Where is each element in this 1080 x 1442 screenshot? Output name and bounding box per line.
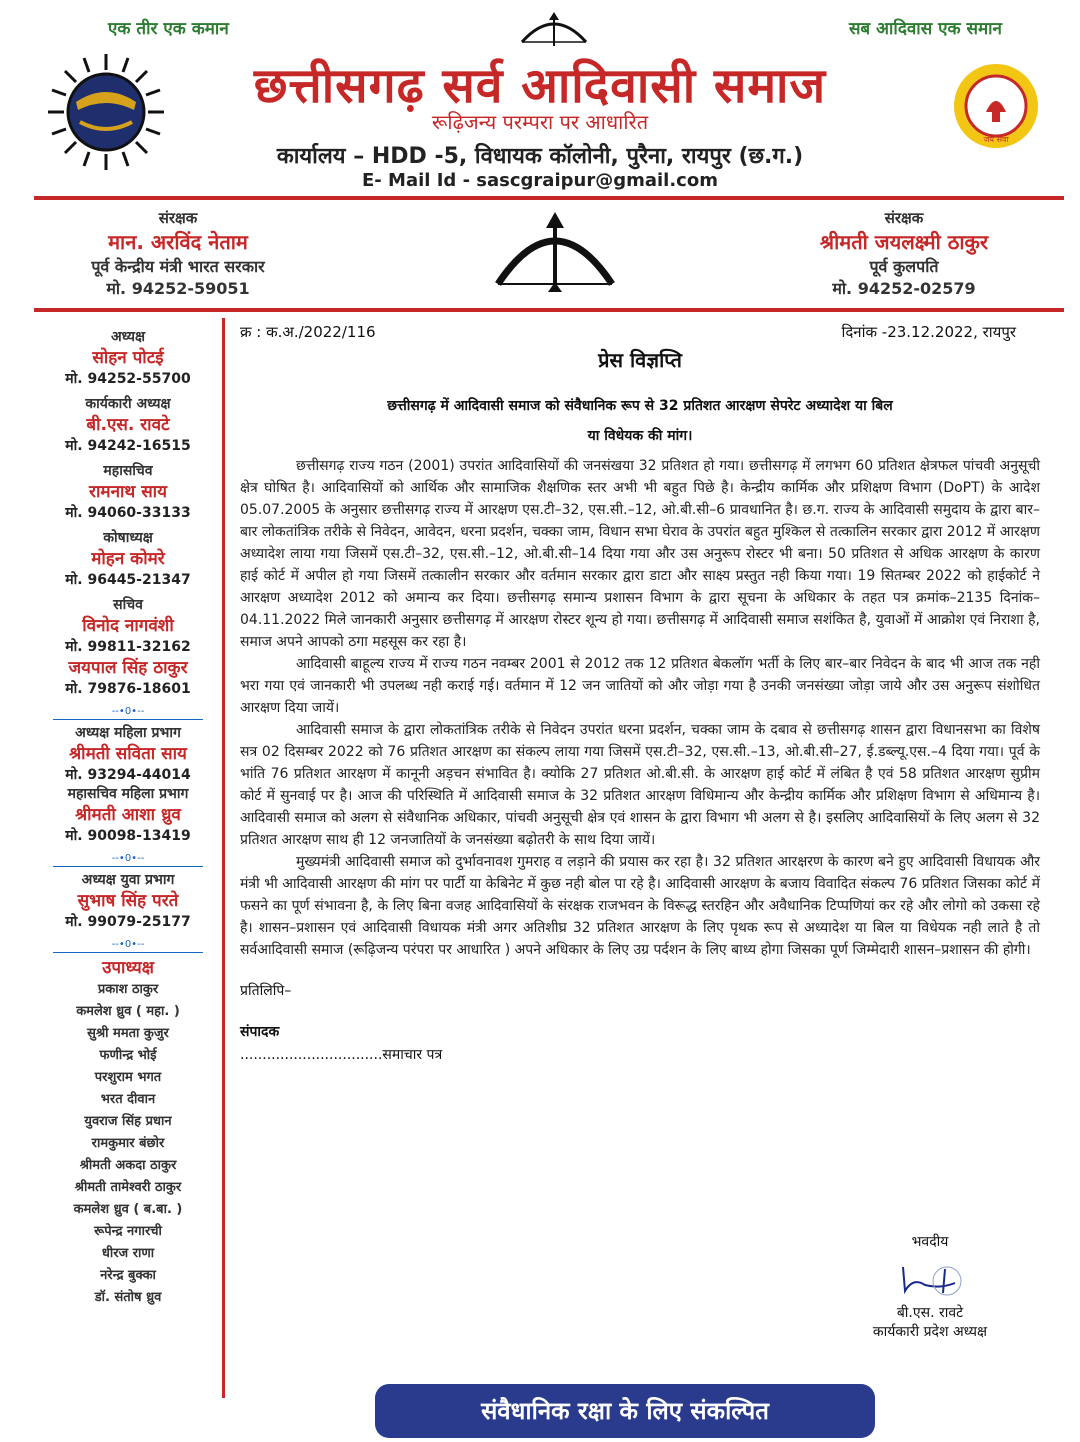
officer-entry [34,724,222,785]
officer-name: सुभाष सिंह परते [77,891,179,911]
patron-phone: मो. 94252-02579 [832,279,976,298]
vice-president-name: रूपेन्द्र नगारची [94,1224,162,1239]
signer-name: बी.एस. रावटे [896,1305,964,1321]
vice-president-name: प्रकाश ठाकुर [97,982,159,997]
vice-president-name: श्रीमती तामेश्वरी ठाकुर [74,1180,182,1195]
patron-designation: पूर्व कुलपति [869,257,939,276]
patron-divider [34,308,1064,312]
vice-president-name: रामकुमार बंछोर [91,1136,165,1151]
slogan-left: एक तीर एक कमान [108,19,229,39]
editor-label: संपादक [240,1024,280,1040]
officer-phone: मो. 99079-25177 [65,914,191,930]
patron-designation: पूर्व केन्द्रीय मंत्री भारत सरकार [91,257,265,276]
officer-name: बी.एस. रावटे [86,415,170,435]
patron-name: मान. अरविंद नेताम [108,230,248,254]
paragraph: मुख्यमंत्री आदिवासी समाज को दुर्भावनावश गुमराह व लड़ाने की प्रयास कर रहा है। 32 प्रतिशत आरक्षरण के कारण बने हुए आदिवासी विधायक और मंत्री भी आदिवासी आरक्षण की मांग पर पार्टी या केबिनेट में कुछ नही बोल पा रहे है। आदिवासी आरक्षण के बजाय विवादित संकल्प 76 प्रतिशत जिसका कोर्ट में फसने का पूर्ण संभावना है, के लिए बिना वजह आदिवासियों के संरक्षक राजभवन के विरूद्ध स्तरहिन और अवैधानिक टिप्पणियां कर रहे और लोगो को उकसा रहे है। शासन–प्रशासन एवं आदिवासी विधायक मंत्री अगर अतिशीघ्र 32 प्रतिशत आरक्षण के लिए पृथक रूप से अध्यादेश या बिल या विधेयक नही लाते है तो सर्वआदिवासी समाज (रूढ़िजन्य परंपरा पर आधारित ) अपने अधिकार के लिए उग्र पर्दशन के लिए बाध्य होगा जिसका पूर्ण जिम्मेदारी शासन–प्रशासन की होगी। [240,854,1040,958]
vice-president-name: कमलेश ध्रुव ( ब.बा. ) [73,1202,183,1217]
officer-phone: मो. 94252-55700 [65,371,191,387]
email-line: E- Mail Id - sascgraipur@gmail.com [362,170,718,191]
officer-entry [34,785,222,846]
officer-entry [34,529,222,590]
officer-entry [34,596,222,657]
vice-president-name: श्रीमती अकदा ठाकुर [79,1158,177,1173]
officer-phone: मो. 79876-18601 [65,681,191,697]
officer-phone: मो. 90098-13419 [65,828,191,844]
patron-phone: मो. 94252-59051 [106,279,250,298]
section-divider: --•0•-- [53,705,203,720]
officer-phone: मो. 94060-33133 [65,505,191,521]
officer-entry [34,657,222,699]
seal-text: जय सेवा [983,135,1009,144]
officer-entry [34,395,222,456]
press-release-heading: प्रेस विज्ञप्ति [598,348,682,372]
section-divider: --•0•-- [53,852,203,867]
officer-entry [34,871,222,932]
vice-president-name: कमलेश ध्रुव ( महा. ) [76,1004,180,1019]
vice-president-name: डॉ. संतोष ध्रुव [94,1290,162,1305]
bow-arrow-icon [516,12,592,48]
paragraph: छत्तीसगढ़ राज्य गठन (2001) उपरांत आदिवासियों की जनसंखया 32 प्रतिशत हो गया। छत्तीसगढ़ में लगभग 60 प्रतिशत क्षेत्रफल पांचवी अनुसूची क्षेत्र घोषित है। आदिवासियों को आर्थिक और सामाजिक शैक्षणिक स्तर अभी भी बहुत पिछे है। केन्द्रीय कार्मिक और प्रशिक्षण विभाग (DoPT) के आदेश 05.07.2005 के अनुसार छत्तीसगढ़ राज्य में आरक्षण एस.टी–32, एस.सी.–12, ओ.बी.सी–6 प्रावधानित है। छ.ग. राज्य के आदिवासी समुदाय के द्वारा बार–बार लोकतांत्रिक तरीके से निवेदन, आवेदन, धरना प्रदर्शन, चक्का जाम, विधान सभा घेराव के उपरांत बहुत मुश्किल से तत्कालिन सरकार द्वारा 2012 में आरक्षण अध्यादेश लाया गया जिसमें एस.टी–32, एस.सी.–12, ओ.बी.सी–14 दिया गया और उस अनुरूप रोस्टर भी बना। 50 प्रतिशत से अधिक आरक्षण के कारण हाई कोर्ट में अपील हो गया जिसमें तत्कालीन सरकार और वर्तमान सरकार द्वारा डाटा और साक्ष्य प्रस्तुत नही किया गया। 19 सितम्बर 2022 को हाईकोर्ट ने आरक्षण अध्यादेश 2012 को अमान्य कर दिया। छत्तीसगढ़ समान्य प्रशासन विभाग के द्वारा सूचना के अधिकार के तहत पत्र क्रमांक–2135 दिनांक–04.11.2022 मिले जानकारी अनुसार छत्तीसगढ़ में आरक्षण रोस्टर शून्य हो गया। छत्तीसगढ़ में आदिवासी समाज सशंकित है, युवाओं में आक्रोश एवं निराशा है, समाज अपने आपको ठगा महसूस कर रहा है। [240,458,1040,650]
vice-president-name: भरत दीवान [100,1092,156,1107]
closing: भवदीय [911,1234,949,1250]
officer-name: श्रीमती आशा ध्रुव [75,805,181,825]
vice-president-name: युवराज सिंह प्रधान [84,1114,172,1129]
header-divider [34,196,1064,200]
officer-name: विनोद नागवंशी [82,616,174,636]
paragraph: आदिवासी बाहूल्य राज्य में राज्य गठन नवम्बर 2001 से 2012 तक 12 प्रतिशत बेकलॉग भर्ती के लिए बार–बार निवेदन के बाद भी आज तक नही भरा गया एवं जानकारी भी उपलब्ध नही कराई गई। वर्तमान में 12 जन जातियों को और जोड़ा गया है उनकी जनसंख्या जोड़ा जाये और उस अनुरूप संशोधित आरक्षण दिया जायें। [240,656,1040,716]
slogan-right: सब आदिवास एक समान [848,19,1002,39]
officer-role: कार्यकारी अध्यक्ष [85,396,171,412]
officer-role: कोषाध्यक्ष [103,530,153,546]
patron-name: श्रीमती जयलक्ष्मी ठाकुर [819,230,989,254]
officer-phone: मो. 93294-44014 [65,767,191,783]
newspaper-line: ................................समाचार पत्र [240,1047,443,1063]
patron-role: संरक्षक [884,209,924,227]
subject-line-2: या विधेयक की मांग। [587,428,693,444]
cc-label: प्रतिलिपि– [240,983,292,999]
letter-date: दिनांक -23.12.2022, रायपुर [841,323,1016,341]
reference-number: क्र : क.अ./2022/116 [240,323,376,341]
org-name: छत्तीसगढ़ सर्व आदिवासी समाज [253,58,827,114]
signature-icon [885,1259,975,1299]
signer-title: कार्यकारी प्रदेश अध्यक्ष [872,1324,988,1340]
officer-entry [34,462,222,523]
officer-role: अध्यक्ष [110,329,146,345]
press-release-body [240,318,1040,1064]
officer-role: सचिव [113,597,143,613]
vice-president-name: नरेन्द्र बुक्का [100,1268,156,1283]
officer-role: महासचिव [103,463,153,479]
officer-name: रामनाथ साय [89,482,167,502]
signature-block [840,1232,1020,1341]
officer-name: मोहन कोमरे [91,549,165,569]
officer-name: श्रीमती सविता साय [69,744,187,764]
patron-right [774,208,1034,299]
vice-president-heading: उपाध्यक्ष [102,958,154,978]
bow-emblem-icon [490,212,620,294]
officer-name: जयपाल सिंह ठाकुर [68,658,188,678]
patron-role: संरक्षक [158,209,198,227]
officer-entry [34,328,222,389]
vice-president-name: धीरज राणा [101,1246,155,1261]
officer-phone: मो. 94242-16515 [65,438,191,454]
letter-paragraphs [240,455,1040,961]
paragraph: आदिवासी समाज के द्वारा लोकतांत्रिक तरीके से निवेदन उपरांत धरना प्रदर्शन, चक्का जाम के दबाव से छत्तीसगढ़ शासन द्वारा विधानसभा का विशेष सत्र 02 दिसम्बर 2022 को 76 प्रतिशत आरक्षण का संकल्प लाया गया जिसमें एस.टी–32, एस.सी.–13, ओ.बी.सी–27, ई.डब्ल्यू.एस.–4 दिया गया। पूर्व के भांति 76 प्रतिशत आरक्षण में कानूनी अड़चन संभावित है। क्योकि 27 प्रतिशत ओ.बी.सी. के आरक्षण हाई कोर्ट में लंबित है एवं 58 प्रतिशत आरक्षण सुप्रीम कोर्ट में सुनवाई पर है। आज की परिस्थिति में आदिवासी समाज के 32 प्रतिशत आरक्षण विधिमान्य और केन्द्रीय कार्मिक और प्रशिक्षण विभाग से अधिमान्य है। आदिवासी समाज को अलग से संवैधानिक अधिकार, पांचवी अनुसूची क्षेत्र एवं शासन के द्वारा विभाग भी अलग से है। इसलिए आदिवासियों के लिए अलग से 32 प्रतिशत आरक्षण साथ ही 12 जनजातियों के जनसंख्या बढ़ोतरी के साथ दिया जायें। [240,722,1040,848]
vice-president-name: फणीन्द्र भोई [99,1048,157,1063]
tagline: रूढ़िजन्य परम्परा पर आधारित [431,110,649,134]
footer-motto-banner: संवैधानिक रक्षा के लिए संकल्पित [375,1384,875,1438]
officer-role: अध्यक्ष महिला प्रभाग [75,725,181,741]
officer-name: सोहन पोटई [92,348,164,368]
subject-line-1: छत्तीसगढ़ में आदिवासी समाज को संवैधानिक रूप से 32 प्रतिशत आरक्षण सेपरेट अध्यादेश या बिल [387,398,893,414]
officer-phone: मो. 99811-32162 [65,639,191,655]
section-divider: --•0•-- [53,938,203,953]
patron-left [48,208,308,299]
vice-president-name: परशुराम भगत [94,1070,162,1085]
officer-role: महासचिव महिला प्रभाग [67,786,189,802]
office-bearers-sidebar [34,318,225,1398]
office-address: कार्यालय – HDD -5, विधायक कॉलोनी, पुरैना, रायपुर (छ.ग.) [276,144,804,169]
officer-phone: मो. 96445-21347 [65,572,191,588]
vice-president-name: सुश्री ममता कुजुर [87,1026,169,1041]
officer-role: अध्यक्ष युवा प्रभाग [81,872,175,888]
